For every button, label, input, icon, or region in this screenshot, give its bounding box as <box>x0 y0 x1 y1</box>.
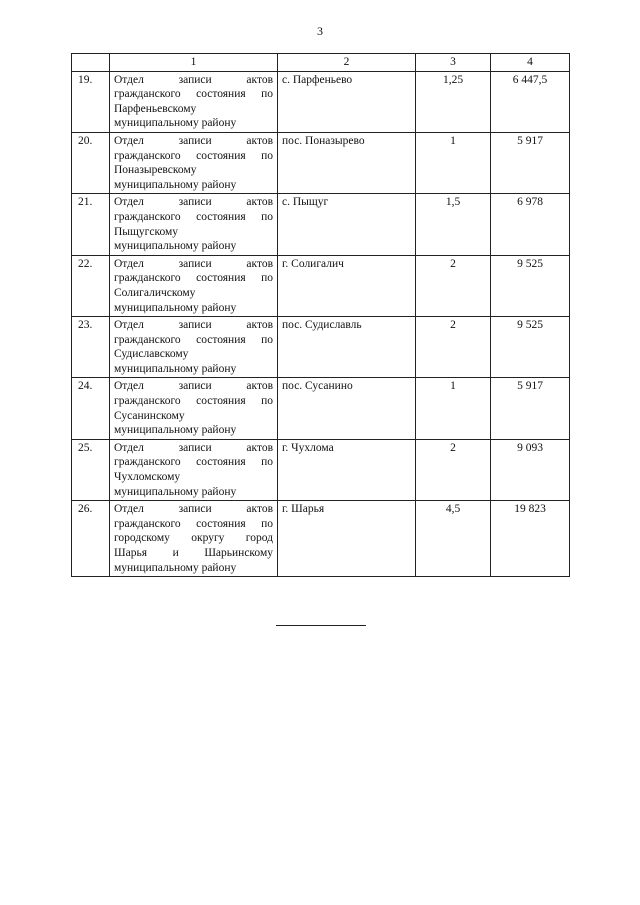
staff-rate: 1,25 <box>416 71 491 132</box>
staff-rate: 4,5 <box>416 501 491 577</box>
location: пос. Поназырево <box>278 132 416 193</box>
department-name-line: Отдел записи актов <box>114 503 273 516</box>
department-name-line: Судиславскому <box>114 348 189 361</box>
location: с. Пыщуг <box>278 194 416 255</box>
department-name-line: гражданского состояния по <box>114 395 273 408</box>
department-name <box>110 71 278 132</box>
amount: 5 917 <box>491 132 570 193</box>
table-row <box>72 255 570 316</box>
amount: 9 093 <box>491 439 570 500</box>
department-name-line: муниципальному району <box>114 117 237 130</box>
header-cell-3: 3 <box>416 54 491 72</box>
department-name-line: гражданского состояния по <box>114 210 273 223</box>
row-number: 25. <box>72 439 110 500</box>
department-name-line: Поназыревскому <box>114 164 197 177</box>
department-name-line: гражданского состояния по <box>114 88 273 101</box>
department-name-line: муниципальному району <box>114 362 237 375</box>
end-divider <box>276 625 366 626</box>
department-name <box>110 378 278 439</box>
table-row <box>72 378 570 439</box>
page-number: 3 <box>317 24 323 38</box>
row-number: 23. <box>72 317 110 378</box>
department-name <box>110 439 278 500</box>
location: пос. Судиславль <box>278 317 416 378</box>
department-name-line: городскому округу город <box>114 532 273 545</box>
table-row <box>72 501 570 577</box>
department-name <box>110 317 278 378</box>
table-row <box>72 439 570 500</box>
department-name-line: гражданского состояния по <box>114 272 273 285</box>
header-cell-1: 1 <box>110 54 278 72</box>
department-name-line: Отдел записи актов <box>114 134 273 147</box>
department-name <box>110 132 278 193</box>
department-name-line: Солигаличскому <box>114 286 196 299</box>
department-name-line: Шарья и Шарьинскому <box>114 547 273 559</box>
table-row <box>72 317 570 378</box>
department-name-line: Парфеньевскому <box>114 102 197 115</box>
amount: 6 447,5 <box>491 71 570 132</box>
row-number: 20. <box>72 132 110 193</box>
amount: 5 917 <box>491 378 570 439</box>
staff-rate: 1,5 <box>416 194 491 255</box>
amount: 9 525 <box>491 317 570 378</box>
department-name-line: Сусанинскому <box>114 409 185 422</box>
location: г. Солигалич <box>278 255 416 316</box>
row-number: 21. <box>72 194 110 255</box>
department-name-line: муниципальному району <box>114 240 237 253</box>
department-name-line: муниципальному району <box>114 561 237 574</box>
amount: 9 525 <box>491 255 570 316</box>
staff-rate: 2 <box>416 255 491 316</box>
staff-rate: 2 <box>416 317 491 378</box>
table-row <box>72 194 570 255</box>
department-name-line: муниципальному району <box>114 485 237 498</box>
staff-rate: 2 <box>416 439 491 500</box>
header-cell-num <box>72 54 110 72</box>
department-name-line: Отдел записи актов <box>114 441 273 454</box>
department-name-line: гражданского состояния по <box>114 517 273 530</box>
department-name-line: гражданского состояния по <box>114 456 273 469</box>
table-header-row <box>72 54 570 72</box>
row-number: 24. <box>72 378 110 439</box>
department-name-line: Отдел записи актов <box>114 319 273 332</box>
table-row <box>72 71 570 132</box>
department-name-line: гражданского состояния по <box>114 149 273 162</box>
amount: 19 823 <box>491 501 570 577</box>
department-name-line: муниципальному району <box>114 301 237 314</box>
header-cell-2: 2 <box>278 54 416 72</box>
table-row <box>72 132 570 193</box>
department-name-line: Отдел записи актов <box>114 380 273 393</box>
department-name-line: муниципальному району <box>114 178 237 191</box>
department-name-line: Чухломскому <box>114 471 181 484</box>
row-number: 26. <box>72 501 110 577</box>
staff-rate: 1 <box>416 378 491 439</box>
department-name-line: гражданского состояния по <box>114 333 273 346</box>
department-name-line: Отдел записи актов <box>114 196 273 209</box>
staff-table <box>71 53 570 577</box>
department-name-line: муниципальному району <box>114 424 237 437</box>
amount: 6 978 <box>491 194 570 255</box>
staff-rate: 1 <box>416 132 491 193</box>
location: с. Парфеньево <box>278 71 416 132</box>
department-name-line: Пыщугскому <box>114 225 179 238</box>
department-name <box>110 194 278 255</box>
department-name-line: Отдел записи актов <box>114 257 273 270</box>
row-number: 19. <box>72 71 110 132</box>
location: г. Чухлома <box>278 439 416 500</box>
row-number: 22. <box>72 255 110 316</box>
department-name <box>110 501 278 577</box>
location: пос. Сусанино <box>278 378 416 439</box>
department-name-line: Отдел записи актов <box>114 73 273 86</box>
department-name <box>110 255 278 316</box>
location: г. Шарья <box>278 501 416 577</box>
header-cell-4: 4 <box>491 54 570 72</box>
